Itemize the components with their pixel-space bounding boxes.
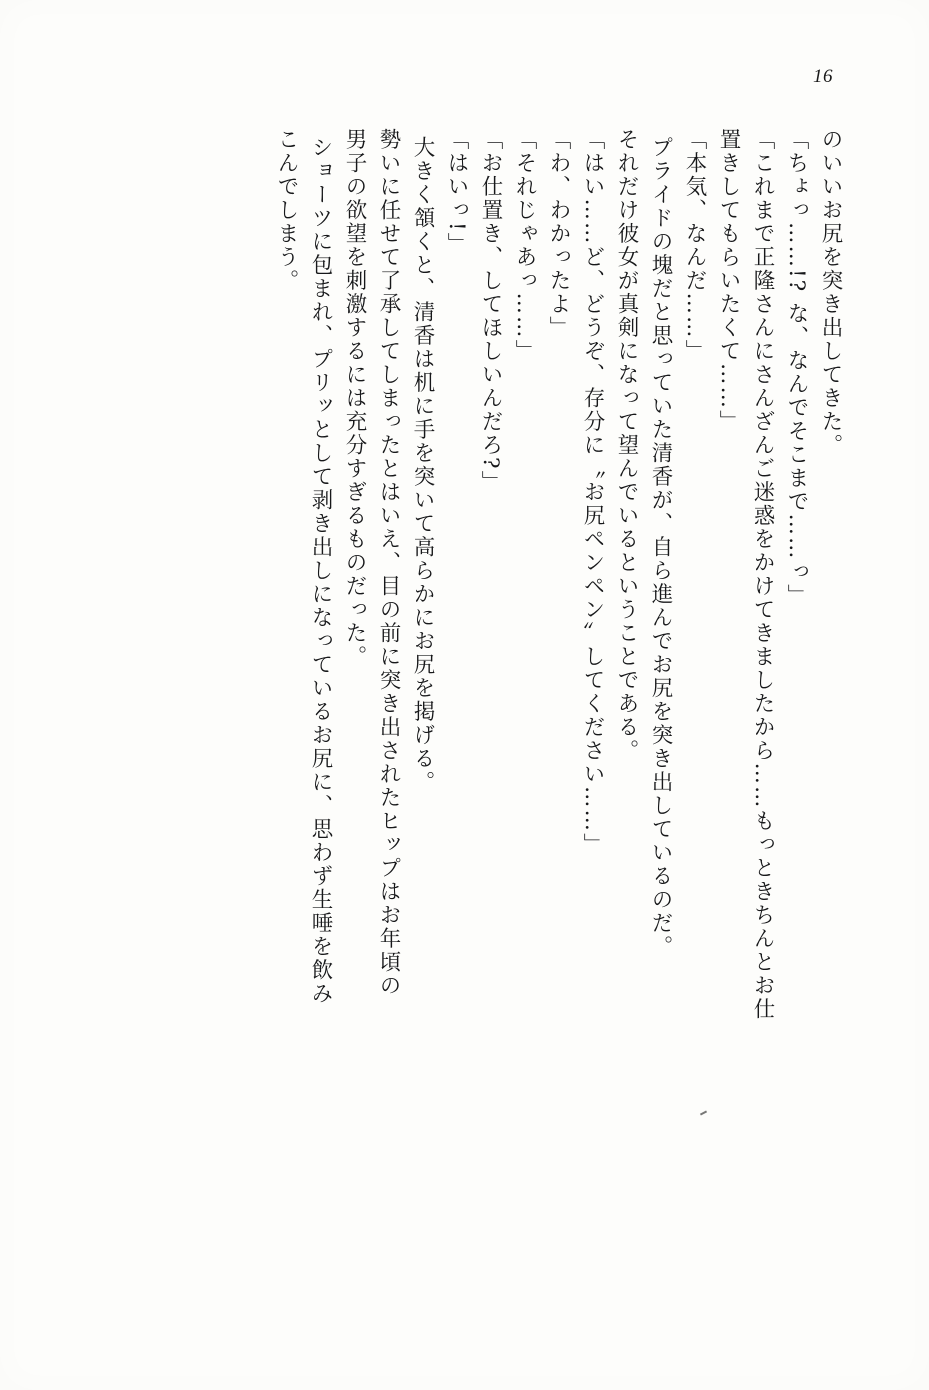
text-column: 「これまで正隆さんにさんざんご迷惑をかけてきましたから……もっときちんとお仕 — [750, 128, 775, 1021]
text-column: 「お仕置き、してほしいんだろ?」 — [478, 128, 503, 495]
text-column: こんでしまう。 — [274, 128, 299, 293]
text-column: 大きく頷くと、清香は机に手を突いて高らかにお尻を掲げる。 — [410, 136, 435, 794]
text-column: 勢いに任せて了承してしまったとはいえ、目の前に突き出されたヒップはお年頃の — [376, 128, 401, 998]
text-column: 置きしてもらいたくて……」 — [716, 128, 741, 434]
text-column: 「本気、なんだ……」 — [682, 128, 707, 363]
text-column: 「はいっ!」 — [444, 128, 469, 257]
text-column: のいいお尻を突き出してきた。 — [818, 128, 843, 457]
page-number: 16 — [813, 66, 833, 87]
text-column: ショーツに包まれ、プリッとして剥き出しになっているお尻に、思わず生唾を飲み — [308, 136, 333, 1006]
text-column: 「それじゃあっ……」 — [512, 128, 537, 363]
text-column: プライドの塊だと思っていた清香が、自ら進んでお尻を突き出しているのだ。 — [648, 136, 673, 959]
text-column: 男子の欲望を刺激するには充分すぎるものだった。 — [342, 128, 367, 669]
page-body-text — [100, 128, 841, 1288]
text-column: 「わ、わかったよ」 — [546, 128, 571, 340]
text-column: 「はい……ど、どうぞ、存分に〝お尻ペンペン〟してください……」 — [580, 128, 605, 857]
text-column: それだけ彼女が真剣になって望んでいるということである。 — [614, 128, 639, 763]
text-column: 「ちょっ……!? な、なんでそこまで……っ」 — [784, 128, 809, 608]
